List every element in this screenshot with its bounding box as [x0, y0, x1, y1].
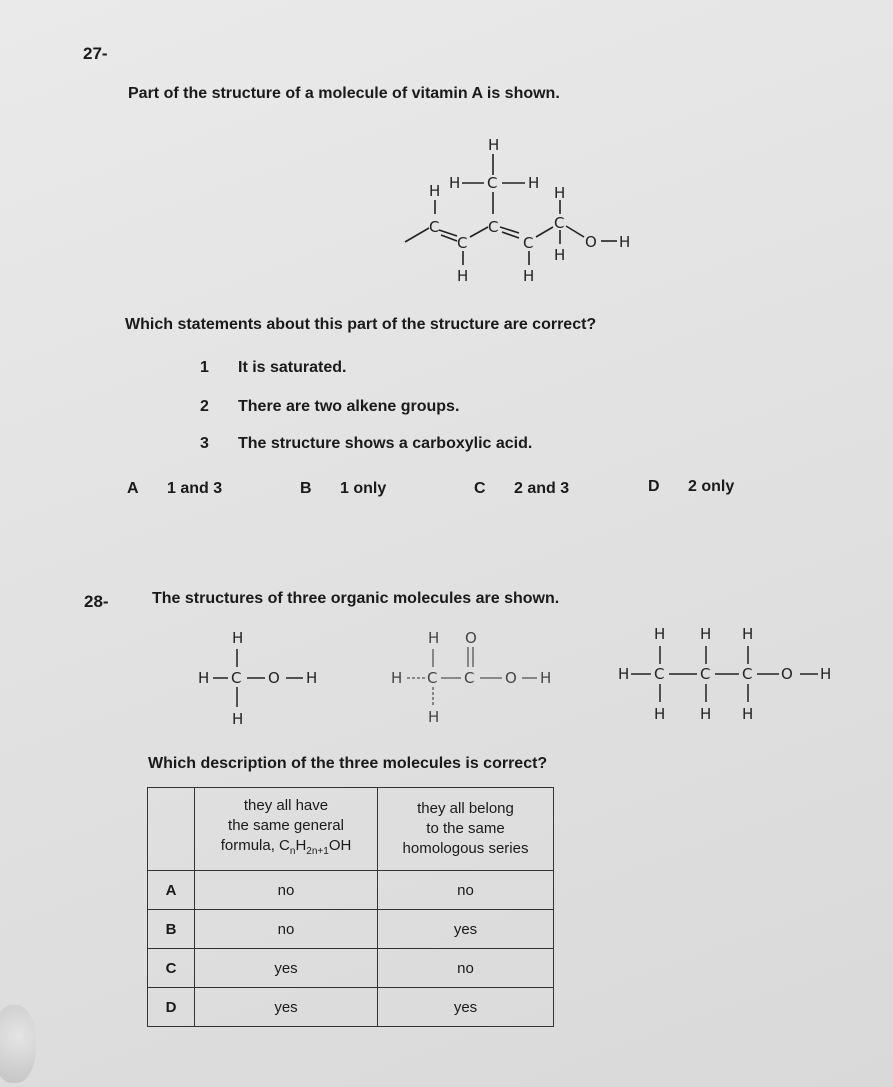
option-text: 2 only — [688, 478, 735, 495]
statement-number: 1 — [200, 359, 209, 376]
row-letter: C — [148, 949, 195, 988]
atom-h: H — [618, 665, 630, 683]
answer-option-c[interactable] — [474, 480, 569, 498]
row-formula-answer: no — [195, 871, 378, 910]
header-text: they all have — [243, 797, 329, 814]
atom-h: H — [232, 629, 244, 647]
question-27-number: 27- — [83, 44, 108, 63]
header-text: they all belong — [417, 800, 514, 817]
statement-text: There are two alkene groups. — [238, 398, 460, 415]
header-text: OH — [328, 837, 352, 854]
question-27-prompt: Which statements about this part of the structure are correct? — [125, 316, 597, 333]
atom-c: C — [427, 669, 438, 687]
option-letter: B — [300, 480, 312, 497]
row-series-answer: yes — [378, 988, 554, 1027]
header-text: to the same — [426, 820, 505, 837]
atom-o: O — [505, 669, 517, 687]
atom-h: H — [619, 233, 631, 251]
atom-h: H — [428, 708, 440, 726]
atom-c: C — [487, 174, 498, 192]
atom-h: H — [654, 625, 666, 643]
methanol-structure — [190, 625, 340, 730]
option-letter: C — [474, 480, 486, 497]
header-text: the same general — [228, 817, 344, 834]
option-letter: D — [648, 478, 660, 495]
propanol-structure — [615, 620, 845, 725]
atom-c: C — [742, 665, 753, 683]
row-letter: D — [148, 988, 195, 1027]
atom-o: O — [465, 629, 477, 647]
atom-h: H — [391, 669, 403, 687]
option-text: 1 and 3 — [167, 480, 223, 497]
question-28-stem: The structures of three organic molecules are shown. — [152, 590, 560, 607]
atom-h: H — [457, 267, 469, 285]
atom-h: H — [742, 705, 754, 723]
answer-table — [147, 787, 554, 1027]
answer-option-d[interactable] — [648, 478, 734, 496]
option-letter: A — [127, 480, 139, 497]
atom-c: C — [231, 669, 242, 687]
atom-h: H — [540, 669, 552, 687]
table-row-a[interactable] — [148, 871, 554, 910]
row-series-answer: no — [378, 871, 554, 910]
atom-h: H — [523, 267, 535, 285]
atom-o: O — [585, 233, 597, 251]
table-row-c[interactable] — [148, 949, 554, 988]
atom-h: H — [428, 629, 440, 647]
question-27-stem: Part of the structure of a molecule of vitamin A is shown. — [128, 85, 560, 102]
atom-o: O — [268, 669, 280, 687]
atom-c: C — [523, 234, 534, 252]
header-text: homologous series — [402, 840, 529, 857]
answer-option-a[interactable] — [127, 480, 222, 498]
option-text: 2 and 3 — [514, 480, 570, 497]
atom-h: H — [554, 184, 566, 202]
atom-c: C — [488, 218, 499, 236]
atom-c: C — [700, 665, 711, 683]
table-row-b[interactable] — [148, 910, 554, 949]
atom-c: C — [554, 214, 565, 232]
atom-h: H — [528, 174, 540, 192]
atom-o: O — [781, 665, 793, 683]
vitamin-a-structure — [395, 130, 655, 290]
atom-h: H — [449, 174, 461, 192]
atom-h: H — [429, 182, 441, 200]
row-formula-answer: yes — [195, 949, 378, 988]
ethanoic-acid-structure — [385, 625, 565, 730]
atom-c: C — [654, 665, 665, 683]
statement-number: 2 — [200, 398, 209, 415]
statement-text: The structure shows a carboxylic acid. — [238, 435, 533, 452]
row-formula-answer: no — [195, 910, 378, 949]
question-28-number: 28- — [84, 592, 109, 611]
table-row-d[interactable] — [148, 988, 554, 1027]
header-text: H — [295, 837, 307, 854]
atom-h: H — [232, 710, 244, 728]
atom-c: C — [457, 234, 468, 252]
atom-h: H — [654, 705, 666, 723]
atom-h: H — [554, 246, 566, 264]
answer-option-b[interactable] — [300, 480, 386, 498]
header-text: formula, C — [220, 837, 290, 854]
header-homologous-series — [378, 788, 554, 871]
row-series-answer: yes — [378, 910, 554, 949]
subscript: n — [289, 846, 296, 857]
atom-c: C — [429, 218, 440, 236]
atom-h: H — [820, 665, 832, 683]
atom-h: H — [700, 705, 712, 723]
atom-h: H — [488, 136, 500, 154]
option-text: 1 only — [340, 480, 387, 497]
table-header-row — [148, 788, 554, 871]
atom-h: H — [198, 669, 210, 687]
thumb-shadow — [0, 1005, 36, 1083]
row-letter: B — [148, 910, 195, 949]
row-letter: A — [148, 871, 195, 910]
row-formula-answer: yes — [195, 988, 378, 1027]
atom-h: H — [700, 625, 712, 643]
header-general-formula — [195, 788, 378, 871]
subscript: 2n+1 — [306, 846, 329, 857]
atom-h: H — [742, 625, 754, 643]
atom-h: H — [306, 669, 318, 687]
question-28-prompt: Which description of the three molecules is correct? — [148, 755, 548, 772]
atom-c: C — [464, 669, 475, 687]
header-blank-cell — [148, 788, 195, 871]
statement-text: It is saturated. — [238, 359, 347, 376]
row-series-answer: no — [378, 949, 554, 988]
statement-number: 3 — [200, 435, 209, 452]
